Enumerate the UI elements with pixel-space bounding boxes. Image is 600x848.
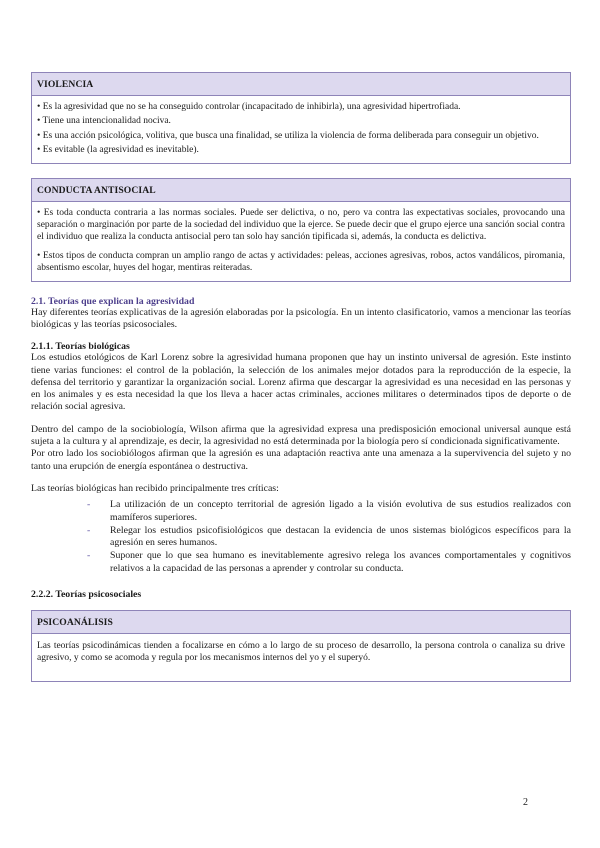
- violencia-item: • Es una acción psicológica, volitiva, que busca una finalidad, se utiliza la violencia de forma deliberada para conseguir un objetivo.: [37, 130, 539, 141]
- list-item: [87, 525, 571, 550]
- list-item-text: Suponer que lo que sea humano es inevitablemente agresivo relega los avances comportamentales y cognitivos relativos a la capacidad de las personas a aprender y controlar su conducta.: [110, 550, 571, 574]
- violencia-box: [31, 72, 571, 164]
- teorias-intro: Hay diferentes teorías explicativas de la agresión elaboradas por la psicología. En un intento clasificatorio, vamos a mencionar las teorías biológicas y las teorías psicosociales.: [31, 306, 571, 330]
- list-item: [87, 499, 571, 524]
- list-item: [87, 550, 571, 575]
- biologicas-paragraph: Las teorías biológicas han recibido principalmente tres críticas:: [31, 482, 279, 494]
- antisocial-box: [31, 178, 571, 282]
- page-number: 2: [523, 797, 528, 808]
- antisocial-paragraph: • Estos tipos de conducta compran un amplio rango de actas y actividades: peleas, acciones agresivas, robos, actos vandálicos, piromania, absentismo escolar, huyes del hogar, mentiras reiteradas.: [37, 250, 565, 274]
- violencia-title: VIOLENCIA: [32, 73, 570, 96]
- list-item-text: Relegar los estudios psicofisiológicos que destacan la evidencia de unos sistemas biológicos específicos para la agresión en seres humanos.: [110, 524, 571, 549]
- antisocial-body: [32, 202, 570, 281]
- criticas-list: [31, 499, 571, 575]
- antisocial-title: CONDUCTA ANTISOCIAL: [32, 179, 570, 202]
- violencia-body: [32, 96, 570, 163]
- dash-marker: -: [87, 499, 91, 511]
- violencia-item: • Tiene una intencionalidad nociva.: [37, 116, 171, 127]
- antisocial-paragraph: • Es toda conducta contraria a las normas sociales. Puede ser delictiva, o no, pero va contra las expectativas sociales, provocando una separación o marginación por parte de la sociedad del individuo que la ejerce. Se puede decir que el grupo ejerce una sanción social contra el individuo que realiza la conducta antisocial pero tan solo hay sanción tipificada si, además, la conducta es delictiva.: [37, 207, 565, 243]
- violencia-item: • Es evitable (la agresividad es inevitable).: [37, 145, 199, 156]
- psicoanalisis-paragraph: Las teorías psicodinámicas tienden a focalizarse en cómo a lo largo de su proceso de desarrollo, la persona controla o canaliza su drive agresivo, y como se acomoda y regula por los mecanismos internos del yo y el superyó.: [37, 641, 565, 664]
- section-heading-biologicas: 2.1.1. Teorías biológicas: [31, 341, 130, 353]
- document-page: [31, 72, 571, 696]
- biologicas-paragraph: Por otro lado los sociobiólogos afirman que la agresión es una adaptación reactiva ante una amenaza a la supervivencia del sujeto y no tanto una erupción de energía espontánea o destructiva.: [31, 448, 571, 472]
- biologicas-paragraph: Los estudios etológicos de Karl Lorenz sobre la agresividad humana proponen que hay un instinto universal de agresión. Este instinto tiene varias funciones: el control de la población, la selección de los animales mejor dotados para la reproducción de la especie, la defensa del territorio y garantizar la organización social. Lorenz afirma que descargar la agresividad es una necesidad en las personas y en los animales y es esta necesidad la que los lleva a hacer actas criminales, acciones militares o determinados tipos de deporte o de relación social agresiva.: [31, 352, 571, 413]
- list-item-text: La utilización de un concepto territorial de agresión ligado a la visión evolutiva de sus estudios realizados con mamíferos superiores.: [110, 499, 571, 523]
- dash-marker: -: [87, 524, 91, 536]
- dash-marker: -: [87, 550, 91, 562]
- psicoanalisis-body: [32, 634, 570, 681]
- psicoanalisis-box: [31, 610, 571, 682]
- psicoanalisis-title: PSICOANÁLISIS: [32, 611, 570, 634]
- violencia-item: • Es la agresividad que no se ha conseguido controlar (incapacitado de inhibirla), una agresividad hipertrofiada.: [37, 102, 461, 112]
- section-heading-teorias: 2.1. Teorías que explican la agresividad: [31, 295, 195, 307]
- biologicas-paragraph: Dentro del campo de la sociobiología, Wilson afirma que la agresividad expresa una predisposición emocional universal aunque está sujeta a la cultura y al aprendizaje, es decir, la agresividad no está determinada por la biología pero sí condicionada significativamente.: [31, 423, 571, 448]
- section-heading-psicosociales: 2.2.2. Teorías psicosociales: [31, 589, 142, 600]
